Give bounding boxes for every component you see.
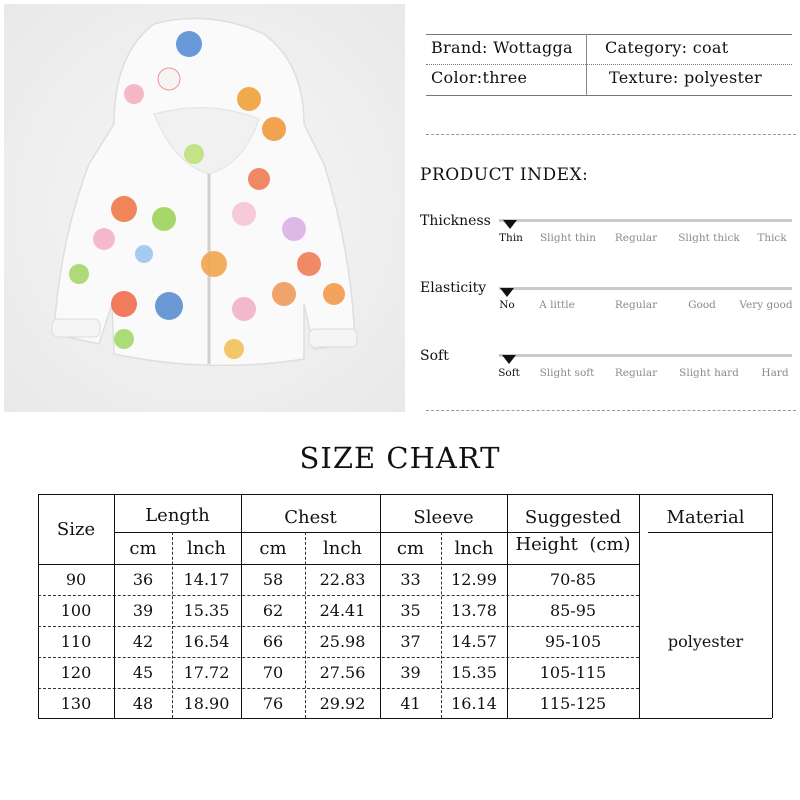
table-cell: 120	[60, 663, 92, 682]
header-chest-cm: cm	[259, 537, 287, 559]
spec-color: Color:three	[431, 68, 528, 87]
index-option: Soft	[498, 367, 520, 379]
header-length-inch: lnch	[186, 537, 227, 559]
table-cell: 33	[400, 570, 421, 589]
index-option: Thin	[499, 232, 523, 244]
header-chest: Chest	[284, 506, 337, 528]
table-cell: 62	[262, 601, 284, 620]
header-height-cm: Height (cm)	[515, 533, 631, 555]
table-cell: 16.14	[451, 694, 497, 713]
index-label: Soft	[420, 348, 449, 364]
table-cell: 39	[132, 601, 154, 620]
table-cell: 22.83	[319, 570, 366, 589]
header-length-cm: cm	[129, 537, 157, 559]
index-option: Hard	[761, 367, 789, 379]
table-cell: 13.78	[451, 601, 497, 620]
table-cell: 85-95	[549, 601, 597, 620]
table-cell: 110	[60, 632, 92, 651]
header-sleeve: Sleeve	[413, 506, 474, 528]
header-suggested: Suggested	[524, 506, 622, 528]
table-cell: 14.57	[451, 632, 497, 651]
table-cell: 24.41	[319, 601, 366, 620]
table-cell: 58	[262, 570, 284, 589]
index-option: Slight hard	[679, 367, 739, 379]
table-cell: 76	[262, 694, 284, 713]
table-cell: 29.92	[319, 694, 366, 713]
table-cell: 39	[400, 663, 421, 682]
table-cell: 115-125	[539, 694, 607, 713]
spec-texture: Texture: polyester	[609, 68, 762, 87]
spec-brand: Brand: Wottagga	[431, 38, 573, 57]
table-cell: 45	[132, 663, 154, 682]
table-cell: 15.35	[183, 601, 230, 620]
table-cell: 17.72	[183, 663, 230, 682]
table-cell: 70-85	[549, 570, 597, 589]
header-chest-inch: lnch	[322, 537, 363, 559]
product-index-title: PRODUCT INDEX:	[420, 165, 589, 185]
table-cell: 12.99	[451, 570, 497, 589]
table-cell: 130	[60, 694, 92, 713]
index-option: Regular	[614, 367, 658, 379]
table-cell: 18.90	[183, 694, 230, 713]
index-option: Regular	[614, 232, 658, 244]
table-cell: 41	[400, 694, 421, 713]
table-cell: 90	[65, 570, 87, 589]
table-cell: 105-115	[539, 663, 607, 682]
size-chart-title: SIZE CHART	[299, 441, 501, 475]
table-cell: 35	[400, 601, 421, 620]
index-option: Good	[688, 299, 716, 311]
table-cell: 14.17	[183, 570, 230, 589]
header-material: Material	[666, 506, 745, 528]
table-cell: 66	[262, 632, 284, 651]
header-length: Length	[145, 504, 210, 526]
table-cell: 70	[262, 663, 284, 682]
header-size: Size	[56, 518, 96, 540]
index-option: Very good	[739, 299, 793, 311]
index-option: Slight soft	[539, 367, 595, 379]
index-option: Regular	[614, 299, 658, 311]
table-cell: 100	[60, 601, 92, 620]
table-cell: 27.56	[319, 663, 366, 682]
table-cell: 48	[132, 694, 154, 713]
index-option: A little	[539, 299, 575, 311]
index-label: Elasticity	[420, 280, 487, 296]
index-option: Slight thin	[539, 232, 597, 244]
table-cell: 42	[132, 632, 154, 651]
spec-category: Category: coat	[605, 38, 729, 57]
material-value: polyester	[667, 631, 744, 651]
index-option: No	[499, 299, 515, 311]
table-cell: 15.35	[451, 663, 497, 682]
header-sleeve-cm: cm	[396, 537, 425, 559]
header-sleeve-inch: lnch	[454, 537, 494, 559]
index-label: Thickness	[420, 213, 491, 229]
table-cell: 36	[132, 570, 154, 589]
table-cell: 37	[400, 632, 421, 651]
table-cell: 16.54	[183, 632, 230, 651]
table-top-border	[38, 494, 772, 495]
table-cell: 95-105	[544, 632, 602, 651]
index-option: Slight thick	[678, 232, 740, 244]
table-cell: 25.98	[319, 632, 366, 651]
material-header-rule	[648, 532, 772, 533]
index-option: Thick	[757, 232, 787, 244]
table-right-border	[772, 494, 773, 718]
